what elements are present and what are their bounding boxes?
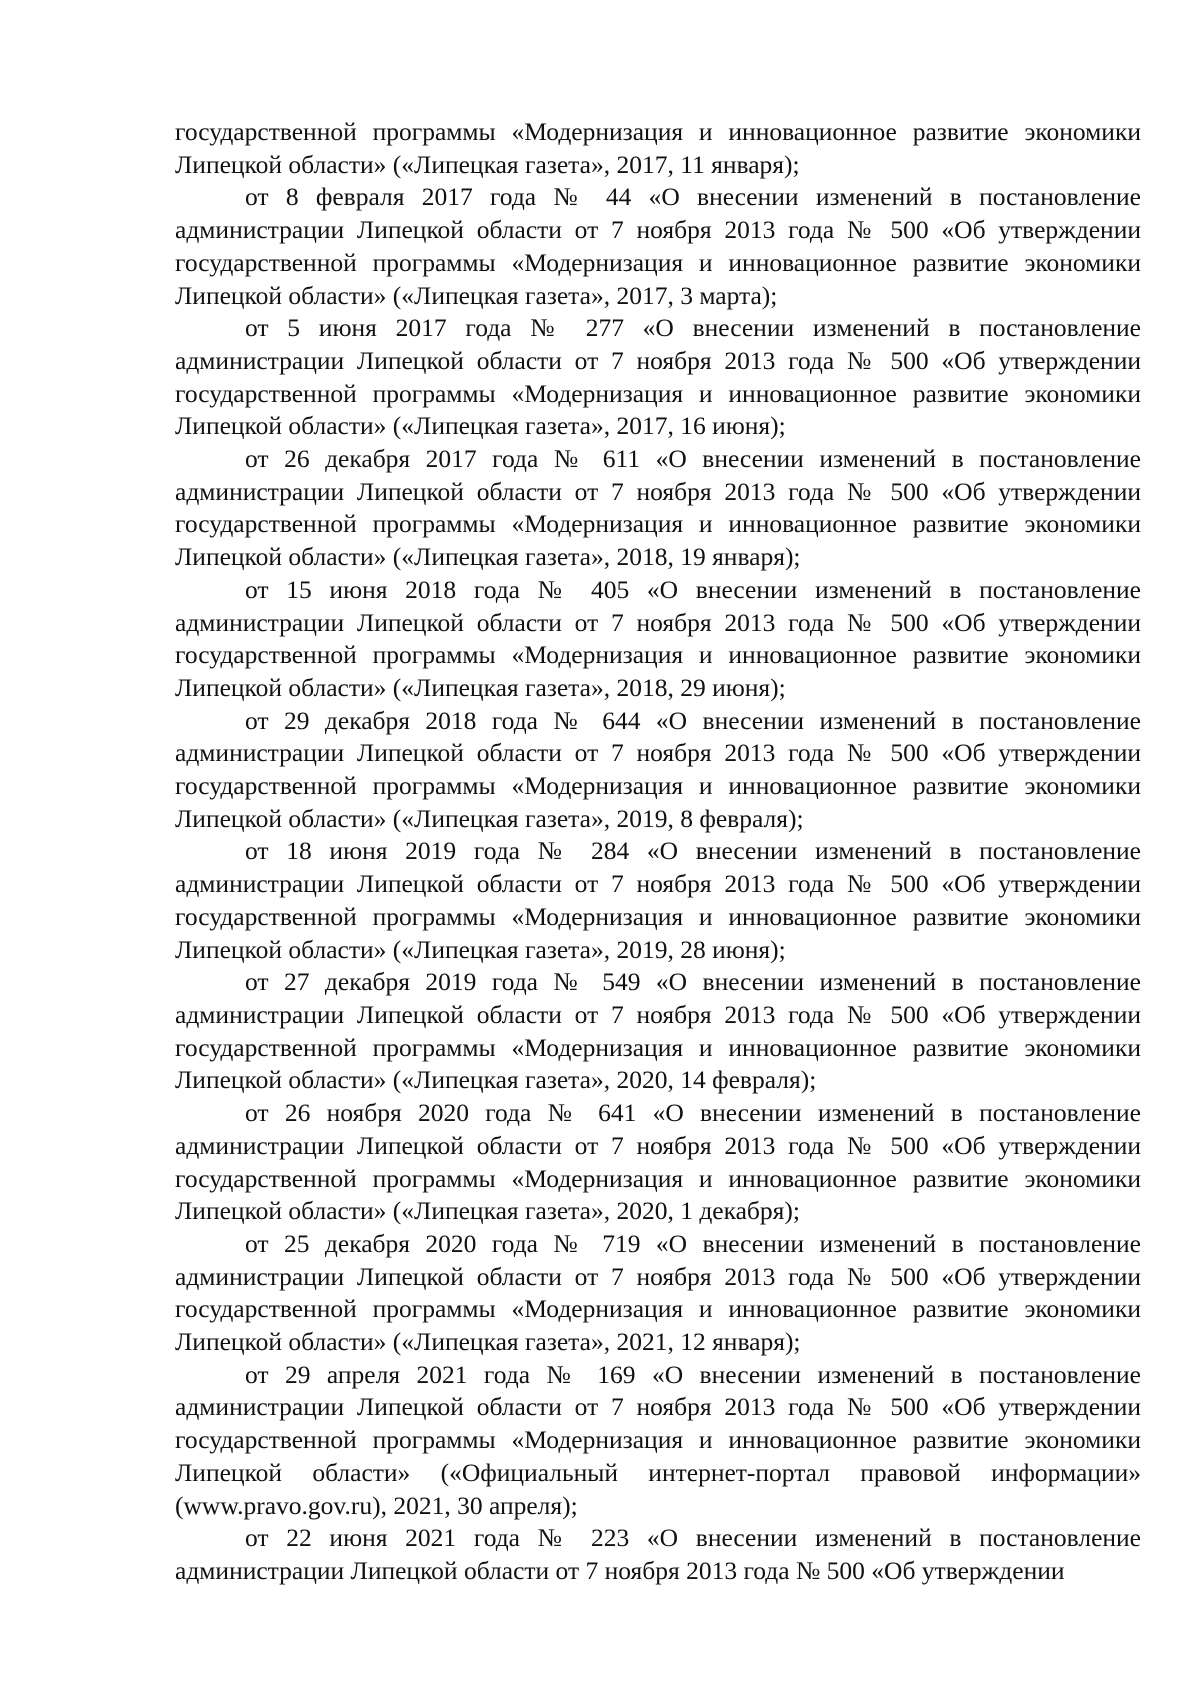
document-body (175, 116, 1141, 1588)
paragraph-decree-2018-06-15: от 15 июня 2018 года № 405 «О внесении изменений в постановление администрации Липецкой области от 7 ноября 2013 года № 500 «Об утверждении государственной программы «Модернизация и инновационное развитие экономики Липецкой области» («Липецкая газета», 2018, 29 июня); (175, 574, 1141, 702)
paragraph-decree-2017-12-26: от 26 декабря 2017 года № 611 «О внесении изменений в постановление администрации Липецкой области от 7 ноября 2013 года № 500 «Об утверждении государственной программы «Модернизация и инновационное развитие экономики Липецкой области» («Липецкая газета», 2018, 19 января); (175, 444, 1141, 572)
paragraph-decree-2017-06-05: от 5 июня 2017 года № 277 «О внесении изменений в постановление администрации Липецкой области от 7 ноября 2013 года № 500 «Об утверждении государственной программы «Модернизация и инновационное развитие экономики Липецкой области» («Липецкая газета», 2017, 16 июня); (175, 313, 1141, 441)
paragraph-decree-2019-12-27: от 27 декабря 2019 года № 549 «О внесении изменений в постановление администрации Липецкой области от 7 ноября 2013 года № 500 «Об утверждении государственной программы «Модернизация и инновационное развитие экономики Липецкой области» («Липецкая газета», 2020, 14 февраля); (175, 967, 1141, 1095)
paragraph-decree-2017-02-08: от 8 февраля 2017 года № 44 «О внесении изменений в постановление администрации Липецкой области от 7 ноября 2013 года № 500 «Об утверждении государственной программы «Модернизация и инновационное развитие экономики Липецкой области» («Липецкая газета», 2017, 3 марта); (175, 182, 1141, 310)
paragraph-continuation: государственной программы «Модернизация и инновационное развитие экономики Липецкой области» («Липецкая газета», 2017, 11 января); (175, 117, 1141, 179)
paragraph-decree-2021-06-22: от 22 июня 2021 года № 223 «О внесении изменений в постановление администрации Липецкой области от 7 ноября 2013 года № 500 «Об утверждении (175, 1523, 1141, 1585)
paragraph-decree-2020-11-26: от 26 ноября 2020 года № 641 «О внесении изменений в постановление администрации Липецкой области от 7 ноября 2013 года № 500 «Об утверждении государственной программы «Модернизация и инновационное развитие экономики Липецкой области» («Липецкая газета», 2020, 1 декабря); (175, 1098, 1141, 1226)
paragraph-decree-2019-06-18: от 18 июня 2019 года № 284 «О внесении изменений в постановление администрации Липецкой области от 7 ноября 2013 года № 500 «Об утверждении государственной программы «Модернизация и инновационное развитие экономики Липецкой области» («Липецкая газета», 2019, 28 июня); (175, 836, 1141, 964)
paragraph-decree-2021-04-29: от 29 апреля 2021 года № 169 «О внесении изменений в постановление администрации Липецкой области от 7 ноября 2013 года № 500 «Об утверждении государственной программы «Модернизация и инновационное развитие экономики Липецкой области» («Официальный интернет-портал правовой информации» (www.pravo.gov.ru), 2021, 30 апреля); (175, 1359, 1141, 1520)
paragraph-decree-2018-12-29: от 29 декабря 2018 года № 644 «О внесении изменений в постановление администрации Липецкой области от 7 ноября 2013 года № 500 «Об утверждении государственной программы «Модернизация и инновационное развитие экономики Липецкой области» («Липецкая газета», 2019, 8 февраля); (175, 705, 1141, 833)
paragraph-decree-2020-12-25: от 25 декабря 2020 года № 719 «О внесении изменений в постановление администрации Липецкой области от 7 ноября 2013 года № 500 «Об утверждении государственной программы «Модернизация и инновационное развитие экономики Липецкой области» («Липецкая газета», 2021, 12 января); (175, 1228, 1141, 1357)
